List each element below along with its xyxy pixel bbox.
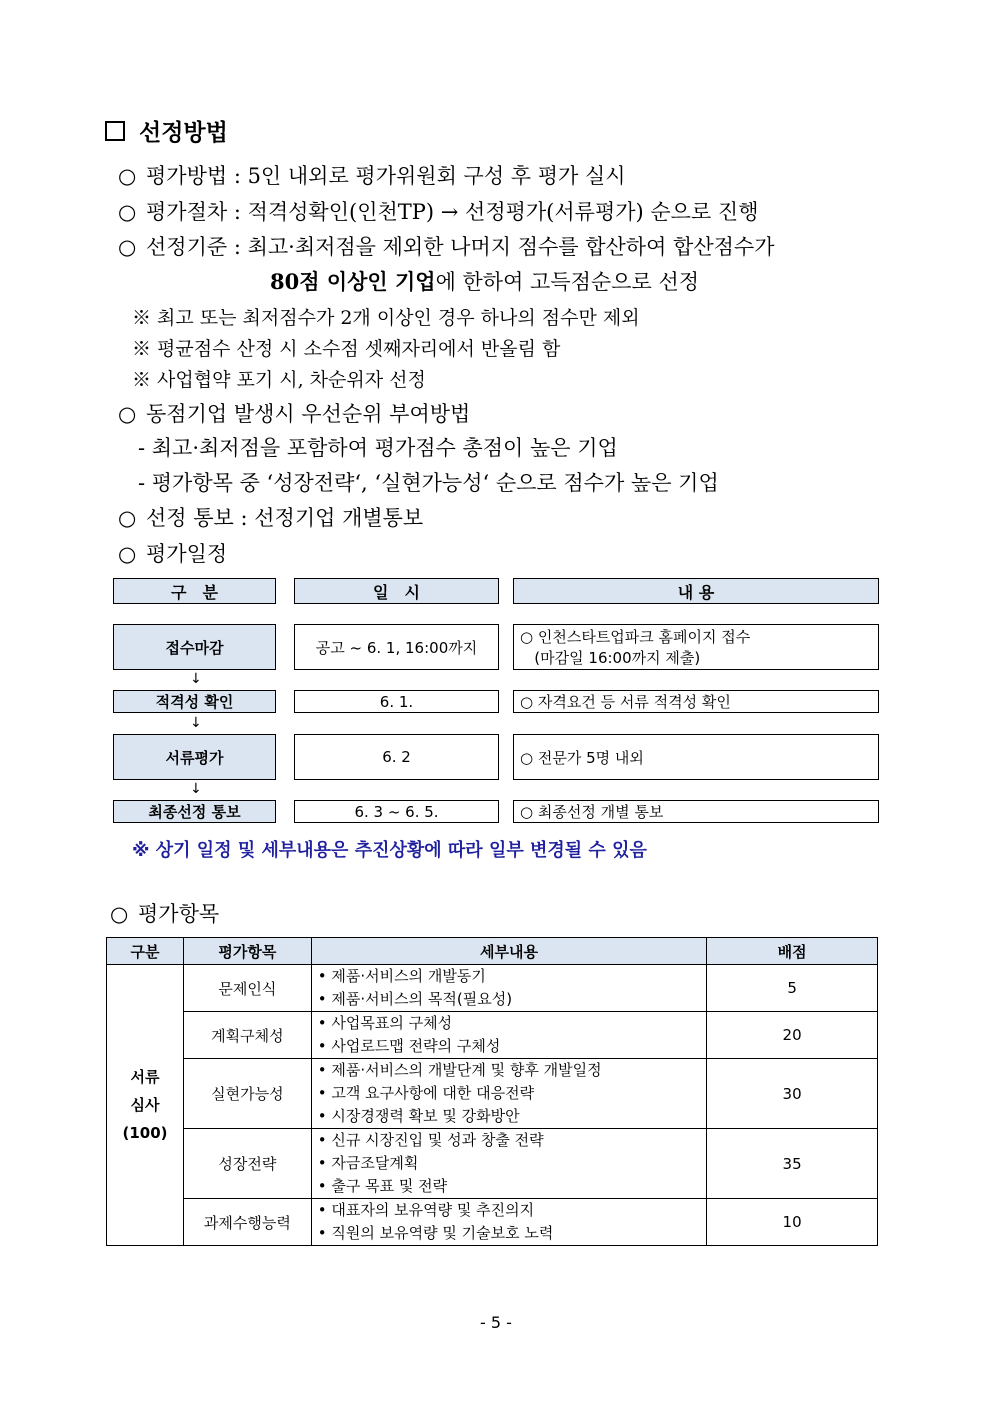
eval-details: • 사업목표의 구체성 • 사업로드맵 전략의 구체성: [311, 1012, 706, 1059]
schedule-date-3: 6. 2: [294, 734, 499, 780]
eval-score: 10: [707, 1199, 878, 1246]
schedule-content-4: ○ 최종선정 개별 통보: [513, 800, 879, 823]
section-title-text: 선정방법: [139, 119, 228, 146]
circle-bullet-icon: ○: [118, 402, 137, 426]
schedule-content-1: ○ 인천스타트업파크 홈페이지 접수 (마감일 16:00까지 제출): [513, 624, 879, 670]
schedule-stage-3: 서류평가: [113, 734, 276, 780]
schedule-stage-1: 접수마감: [113, 624, 276, 670]
tie-rule-2: - 평가항목 중 ‘성장전략‘, ‘실현가능성‘ 순으로 점수가 높은 기업: [138, 471, 719, 495]
eval-category: 서류 심사 (100): [107, 965, 184, 1246]
eval-item: 계획구체성: [183, 1012, 311, 1059]
schedule-notice: ※ 상기 일정 및 세부내용은 추진상황에 따라 일부 변경될 수 있음: [132, 840, 647, 861]
bullet-tie-break: ○ 동점기업 발생시 우선순위 부여방법: [118, 402, 471, 426]
bullet-criteria: ○ 선정기준 : 최고·최저점을 제외한 나머지 점수를 합산하여 합산점수가: [118, 235, 775, 259]
bullet-eval-procedure: ○ 평가절차 : 적격성확인(인천TP) → 선정평가(서류평가) 순으로 진행: [118, 200, 759, 224]
eval-header-category: 구분: [107, 938, 184, 965]
table-row: [107, 1012, 878, 1059]
eval-item: 문제인식: [183, 965, 311, 1012]
eval-header-details: 세부내용: [311, 938, 706, 965]
table-row: [107, 965, 878, 1012]
eval-items-title: ○ 평가항목: [110, 902, 220, 926]
circle-bullet-icon: ○: [118, 235, 137, 259]
eval-table: [106, 937, 878, 1246]
eval-item: 실현가능성: [183, 1059, 311, 1129]
circle-bullet-icon: ○: [118, 542, 137, 566]
bullet-notify: ○ 선정 통보 : 선정기업 개별통보: [118, 506, 424, 530]
eval-details: • 제품·서비스의 개발동기 • 제품·서비스의 목적(필요성): [311, 965, 706, 1012]
eval-score: 30: [707, 1059, 878, 1129]
schedule-stage-2: 적격성 확인: [113, 690, 276, 713]
section-title: [105, 114, 228, 147]
bullet-eval-method: ○ 평가방법 : 5인 내외로 평가위원회 구성 후 평가 실시: [118, 164, 626, 188]
circle-bullet-icon: ○: [118, 164, 137, 188]
schedule-content-3: ○ 전문가 5명 내외: [513, 734, 879, 780]
eval-header-item: 평가항목: [183, 938, 311, 965]
eval-details: • 신규 시장진입 및 성과 창출 전략 • 자금조달계획 • 출구 목표 및 전략: [311, 1129, 706, 1199]
eval-item: 과제수행능력: [183, 1199, 311, 1246]
bullet-criteria-cont: 80점 이상인 기업에 한하여 고득점순으로 선정: [270, 269, 700, 294]
eval-table-header: [107, 938, 878, 965]
note-3: ※ 사업협약 포기 시, 차순위자 선정: [132, 369, 426, 391]
arrow-down-icon: ↓: [190, 671, 202, 687]
schedule-date-1: 공고 ~ 6. 1, 16:00까지: [294, 624, 499, 670]
schedule-stage-4: 최종선정 통보: [113, 800, 276, 823]
note-1: ※ 최고 또는 최저점수가 2개 이상인 경우 하나의 점수만 제외: [132, 307, 640, 329]
eval-item: 성장전략: [183, 1129, 311, 1199]
circle-bullet-icon: ○: [118, 200, 137, 224]
criteria-threshold: 80점 이상인 기업: [270, 269, 436, 294]
schedule-date-2: 6. 1.: [294, 690, 499, 713]
page-number: - 5 -: [480, 1313, 512, 1332]
schedule-header-stage: 구 분: [113, 578, 276, 604]
eval-score: 20: [707, 1012, 878, 1059]
schedule-header-content: 내 용: [513, 578, 879, 604]
table-row: [107, 1129, 878, 1199]
note-2: ※ 평균점수 산정 시 소수점 셋째자리에서 반올림 함: [132, 338, 561, 360]
eval-details: • 대표자의 보유역량 및 추진의지 • 직원의 보유역량 및 기술보호 노력: [311, 1199, 706, 1246]
schedule-header-date: 일 시: [294, 578, 499, 604]
checkbox-icon: [105, 121, 125, 141]
table-row: [107, 1199, 878, 1246]
arrow-down-icon: ↓: [190, 781, 202, 797]
eval-score: 35: [707, 1129, 878, 1199]
eval-details: • 제품·서비스의 개발단계 및 향후 개발일정 • 고객 요구사항에 대한 대응전략 • 시장경쟁력 확보 및 강화방안: [311, 1059, 706, 1129]
circle-bullet-icon: ○: [118, 506, 137, 530]
eval-score: 5: [707, 965, 878, 1012]
table-row: [107, 1059, 878, 1129]
tie-rule-1: - 최고·최저점을 포함하여 평가점수 총점이 높은 기업: [138, 436, 618, 460]
bullet-schedule: ○ 평가일정: [118, 542, 228, 566]
arrow-down-icon: ↓: [190, 715, 202, 731]
circle-bullet-icon: ○: [110, 902, 129, 926]
schedule-content-2: ○ 자격요건 등 서류 적격성 확인: [513, 690, 879, 713]
schedule-date-4: 6. 3 ~ 6. 5.: [294, 800, 499, 823]
eval-header-score: 배점: [707, 938, 878, 965]
